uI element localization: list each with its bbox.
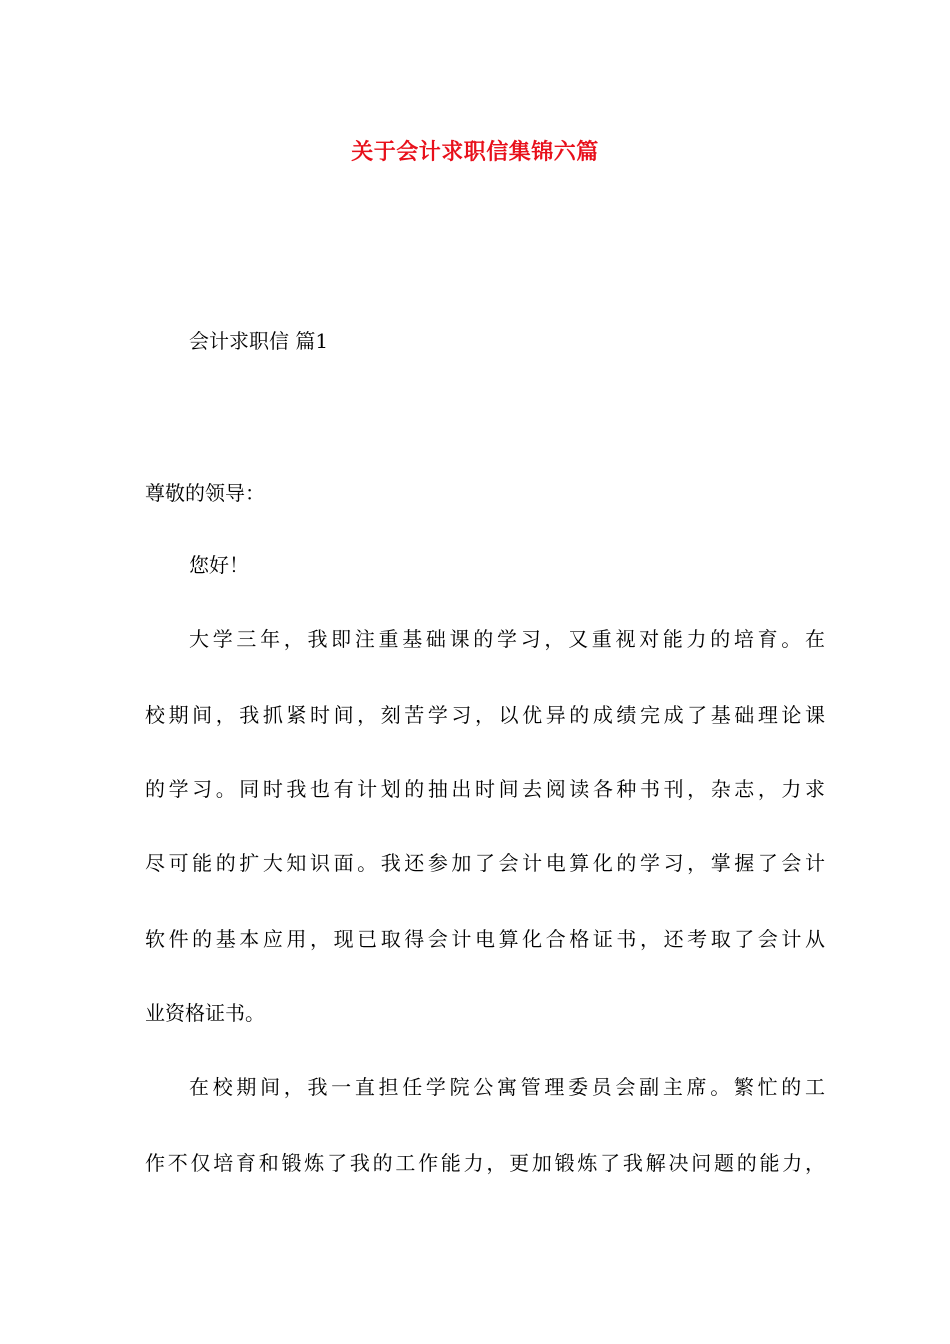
section-heading: 会计求职信 篇1 (189, 329, 329, 353)
paragraph-line: 的学习。同时我也有计划的抽出时间去阅读各种书刊，杂志，力求 (145, 777, 825, 801)
document-title: 关于会计求职信集锦六篇 (351, 139, 599, 165)
paragraph-line: 软件的基本应用，现已取得会计电算化合格证书，还考取了会计从 (145, 927, 825, 951)
greeting: 您好！ (189, 553, 249, 577)
paragraph-line: 在校期间，我一直担任学院公寓管理委员会副主席。繁忙的工 (189, 1075, 825, 1099)
salutation: 尊敬的领导： (145, 481, 265, 505)
paragraph-line: 大学三年，我即注重基础课的学习，又重视对能力的培育。在 (189, 627, 825, 651)
paragraph-line: 校期间，我抓紧时间，刻苦学习，以优异的成绩完成了基础理论课 (145, 703, 825, 727)
paragraph-line: 作不仅培育和锻炼了我的工作能力，更加锻炼了我解决问题的能力， (145, 1151, 825, 1175)
paragraph-line: 业资格证书。 (145, 1001, 265, 1025)
paragraph-line: 尽可能的扩大知识面。我还参加了会计电算化的学习，掌握了会计 (145, 851, 825, 875)
